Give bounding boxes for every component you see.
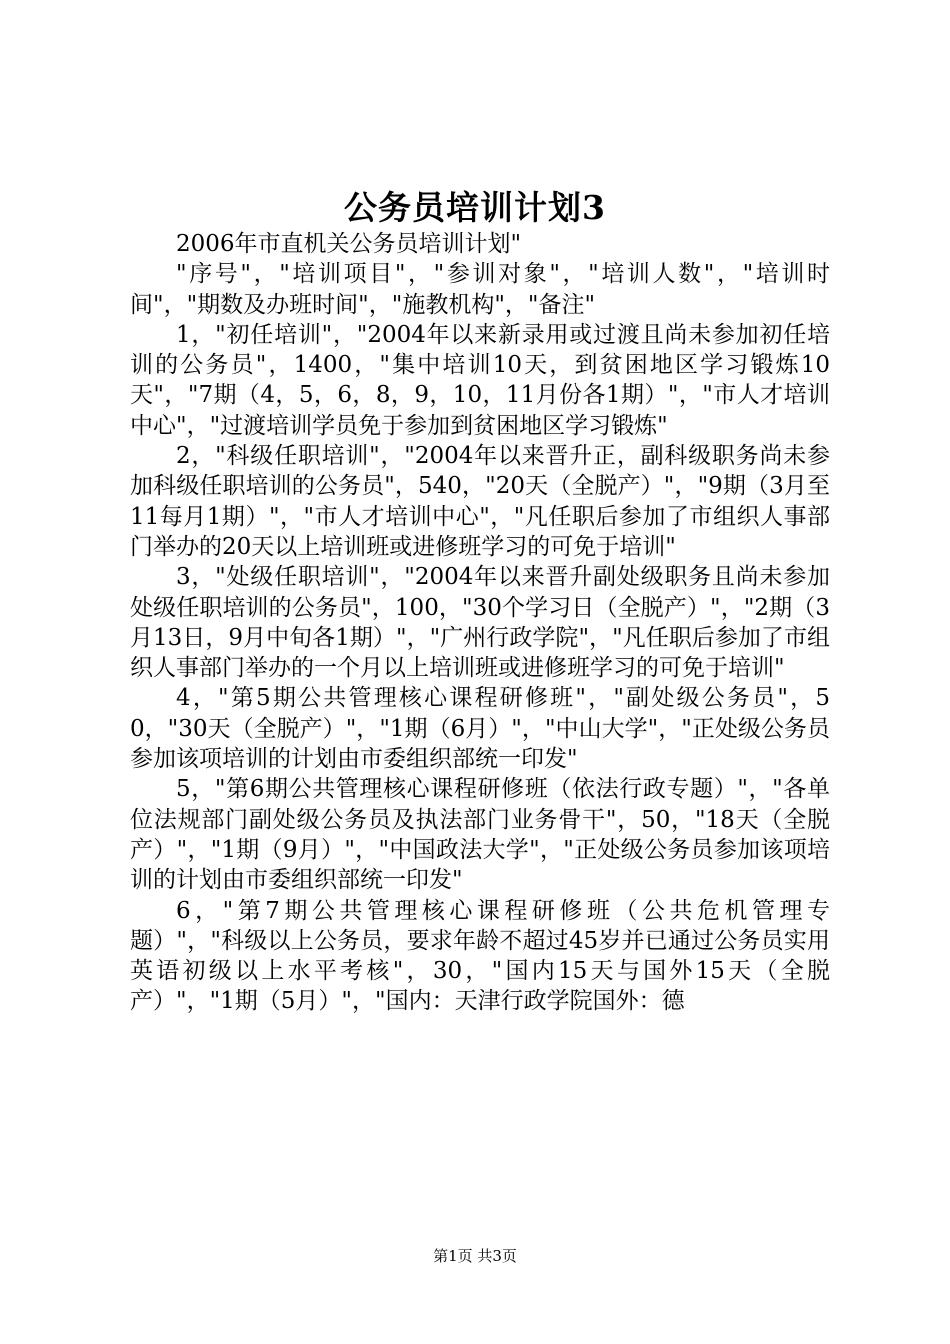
- paragraph-item-3: 3，"处级任职培训"，"2004年以来晋升副处级职务且尚未参加处级任职培训的公务员"，100，"30个学习日（全脱产）"，"2期（3月13日，9月中旬各1期）"，"广州行政学院"，"凡任职后参加了市组织人事部门举办的一个月以上培训班或进修班学习的可免于培训": [130, 564, 830, 682]
- paragraph-columns: "序号"，"培训项目"，"参训对象"，"培训人数"，"培训时间"，"期数及办班时间"，"施教机构"，"备注": [130, 261, 830, 318]
- document-title: 公务员培训计划3: [344, 188, 606, 227]
- paragraph-item-6: 6，"第7期公共管理核心课程研修班（公共危机管理专题）"，"科级以上公务员，要求年龄不超过45岁并已通过公务员实用英语初级以上水平考核"，30，"国内15天与国外15天（全脱产）"，"1期（5月）"，"国内：天津行政学院国外：德: [130, 897, 830, 1015]
- paragraph-item-5: 5，"第6期公共管理核心课程研修班（依法行政专题）"，"各单位法规部门副处级公务员及执法部门业务骨干"，50，"18天（全脱产）"，"1期（9月）"，"中国政法大学"，"正处级公务员参加该项培训的计划由市委组织部统一印发": [130, 776, 830, 894]
- paragraph-item-1: 1，"初任培训"，"2004年以来新录用或过渡且尚未参加初任培训的公务员"，1400，"集中培训10天，到贫困地区学习锻炼10天"，"7期（4，5，6，8，9，10，11月份各1期）"，"市人才培训中心"，"过渡培训学员免于参加到贫困地区学习锻炼": [130, 321, 830, 439]
- document-body: [130, 229, 830, 1017]
- paragraph-item-4: 4，"第5期公共管理核心课程研修班"，"副处级公务员"，50，"30天（全脱产）"，"1期（6月）"，"中山大学"，"正处级公务员参加该项培训的计划由市委组织部统一印发": [130, 685, 830, 773]
- page-footer: 第1页 共3页: [433, 1247, 517, 1265]
- paragraph-item-2: 2，"科级任职培训"，"2004年以来晋升正，副科级职务尚未参加科级任职培训的公务员"，540，"20天（全脱产）"，"9期（3月至11每月1期）"，"市人才培训中心"，"凡任职后参加了市组织人事部门举办的20天以上培训班或进修班学习的可免于培训": [130, 443, 830, 560]
- paragraph-heading: 2006年市直机关公务员培训计划": [176, 231, 522, 257]
